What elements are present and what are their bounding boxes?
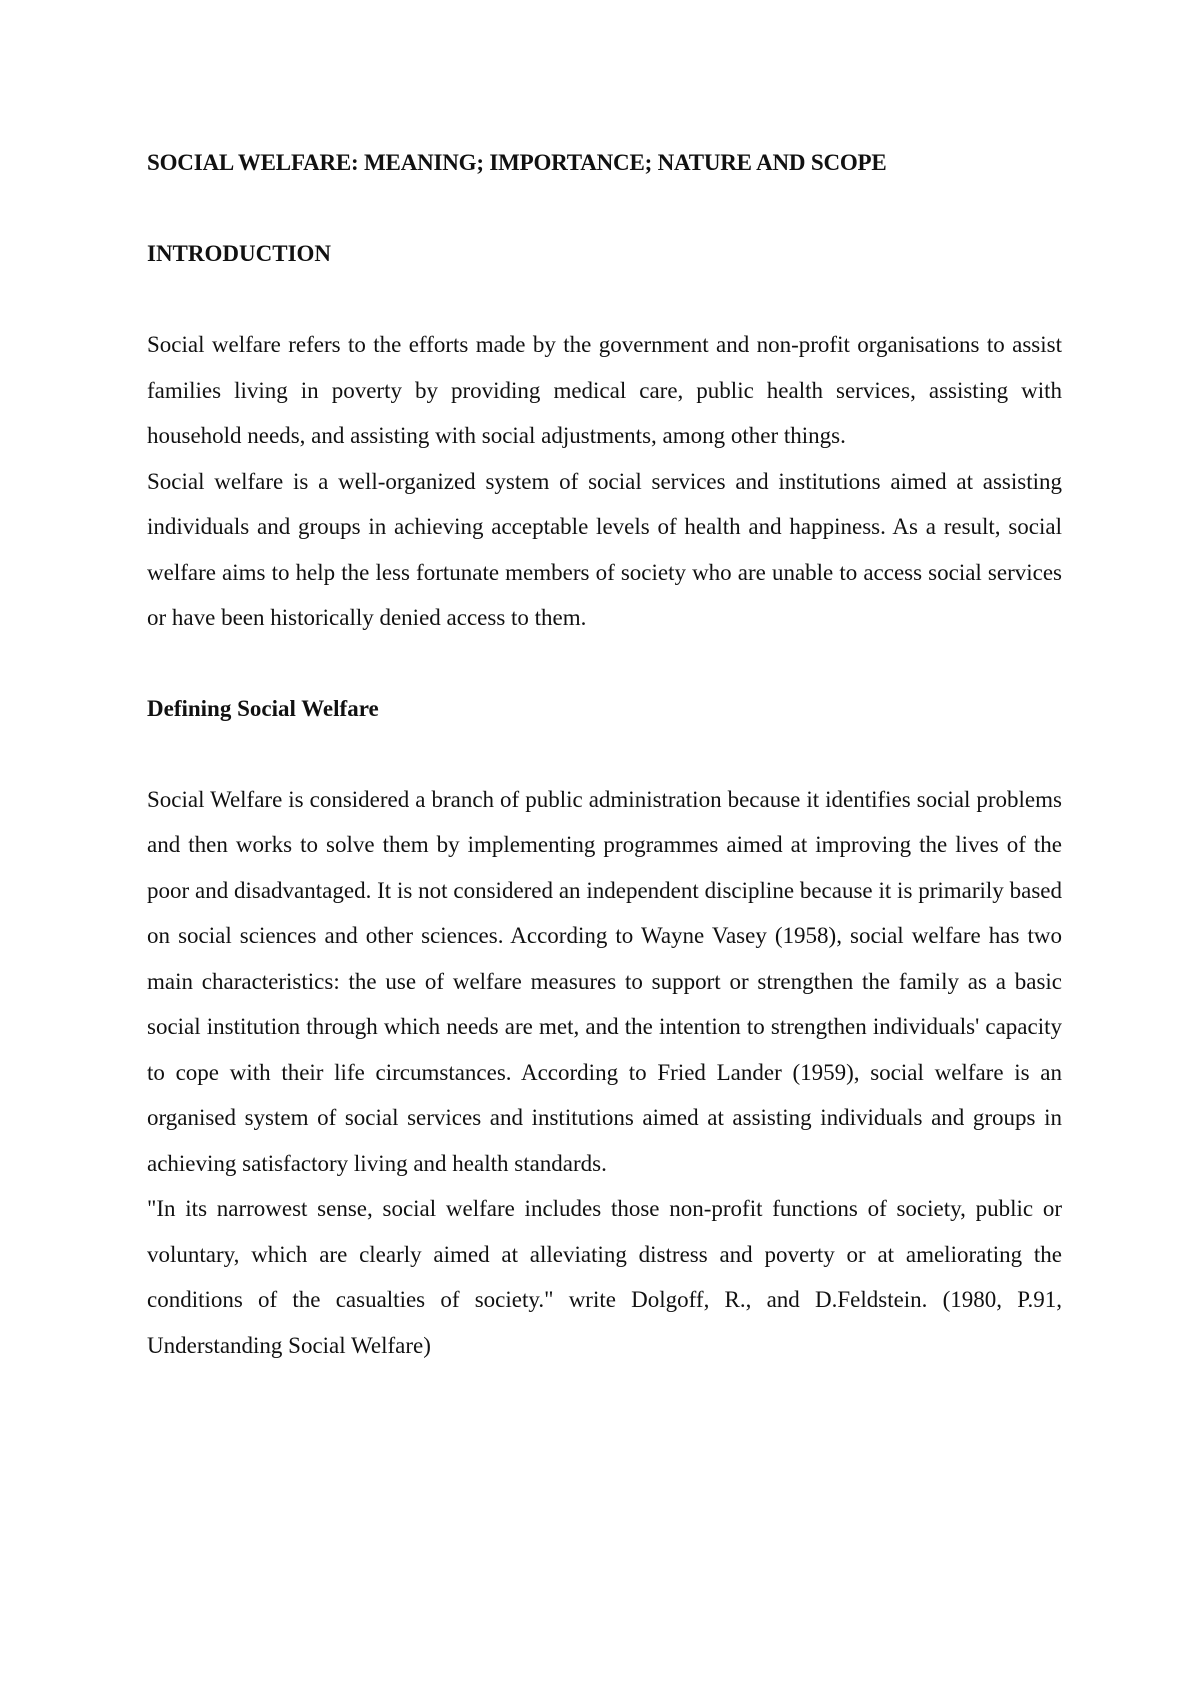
introduction-heading: INTRODUCTION <box>147 241 332 266</box>
spacer <box>147 641 1062 686</box>
defining-heading: Defining Social Welfare <box>147 695 379 721</box>
defining-paragraph-2: "In its narrowest sense, social welfare includes those non-profit functions of society, public or voluntary, which are clearly aimed at alleviating distress and poverty or at ameliorating the conditions of the casualties of society." write Dolgoff, R., and D.Feldstein. (1980, P.91, Understanding Social Welfare) <box>147 1196 1062 1358</box>
spacer <box>147 186 1062 231</box>
introduction-paragraph-1: Social welfare refers to the efforts made by the government and non-profit organisations to assist families living in poverty by providing medical care, public health services, assisting with household needs, and assisting with social adjustments, among other things. <box>147 332 1062 448</box>
document-title: SOCIAL WELFARE: MEANING; IMPORTANCE; NATURE AND SCOPE <box>147 150 887 175</box>
defining-paragraph-1: Social Welfare is considered a branch of public administration because it identifies social problems and then works to solve them by implementing programmes aimed at improving the lives of the poor and disadvantaged. It is not considered an independent discipline because it is primarily based on social sciences and other sciences. According to Wayne Vasey (1958), social welfare has two main characteristics: the use of welfare measures to support or strengthen the family as a basic social institution through which needs are met, and the intention to strengthen individuals' capacity to cope with their life circumstances. According to Fried Lander (1959), social welfare is an organised system of social services and institutions aimed at assisting individuals and groups in achieving satisfactory living and health standards. <box>147 786 1062 1176</box>
spacer <box>147 277 1062 322</box>
introduction-paragraph-2: Social welfare is a well-organized system of social services and institutions aimed at assisting individuals and groups in achieving acceptable levels of health and happiness. As a result, social welfare aims to help the less fortunate members of society who are unable to access social services or have been historically denied access to them. <box>147 468 1062 630</box>
document-page <box>147 140 1062 1368</box>
spacer <box>147 732 1062 777</box>
